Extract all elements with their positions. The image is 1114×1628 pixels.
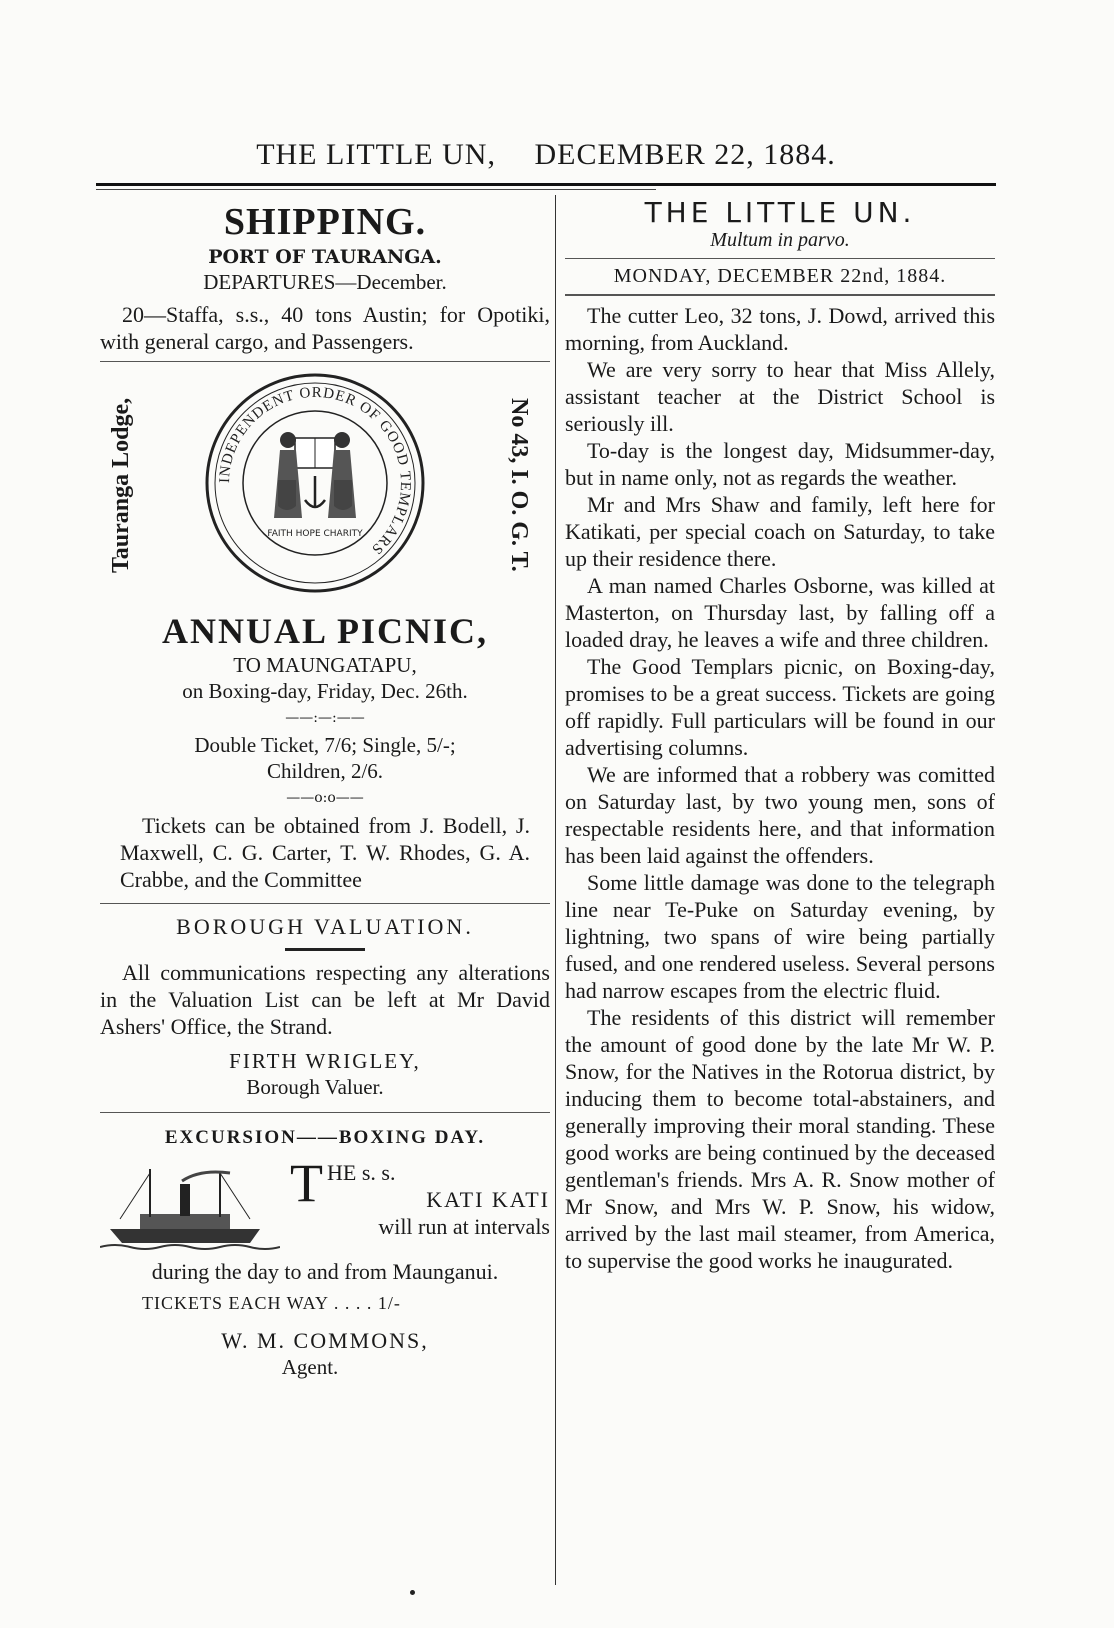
seal-motto: FAITH HOPE CHARITY	[267, 529, 363, 539]
news-item: The residents of this district will remember the amount of good done by the late Mr W. P. Snow, for the Natives in the Rotorua district, by inducing them to become total-abstainers, and generally improving their moral standing. These good works are being continued by the deceased gentleman's friends. Mrs A. R. Snow mother of Mr Snow, and Mrs W. P. Snow, his widow, arrived by the last mail steamer, from America, to supervise the good works he inaugurated.	[565, 1005, 995, 1273]
shipping-heading: SHIPPING.	[223, 201, 427, 243]
ticket-prices: Double Ticket, 7/6; Single, 5/-;	[194, 733, 456, 757]
valuation-title: BOROUGH VALUATION.	[176, 914, 474, 939]
masthead-title: THE LITTLE UN,	[256, 138, 496, 171]
steamer-line3: will run at intervals	[378, 1214, 550, 1239]
excursion-tickets: TICKETS EACH WAY . . . . 1/-	[142, 1293, 401, 1313]
valuation-signer: FIRTH WRIGLEY,	[229, 1049, 421, 1073]
news-item: To-day is the longest day, Midsummer-day, but in name only, not as regards the weather.	[565, 438, 995, 490]
divider	[565, 258, 995, 259]
valuation-body: All communications respecting any alterations in the Valuation List can be left at Mr David Ashers' Office, the Strand.	[100, 960, 550, 1039]
drop-cap: T	[290, 1153, 323, 1213]
steamer-line1: HE s. s.	[327, 1160, 396, 1185]
divider	[565, 294, 995, 296]
right-column	[565, 196, 995, 1274]
port-name: PORT OF TAURANGA.	[208, 246, 442, 268]
news-item: Mr and Mrs Shaw and family, left here for Katikati, per special coach on Saturday, to take up their residence there.	[565, 492, 995, 571]
ornament: ——o:o——	[286, 790, 364, 806]
divider	[100, 903, 550, 904]
good-templars-seal-icon	[200, 368, 430, 598]
news-item: A man named Charles Osborne, was killed at Masterton, on Thursday last, by falling off a loaded dray, he leaves a wife and three children.	[565, 573, 995, 652]
shipping-entry: 20—Staffa, s.s., 40 tons Austin; for Opotiki, with general cargo, and Passengers.	[100, 302, 550, 354]
picnic-title: ANNUAL PICNIC,	[161, 611, 489, 651]
ticket-sellers: Tickets can be obtained from J. Bodell, J. Maxwell, C. G. Carter, T. W. Rhodes, G. A. Crabbe, and the Committee	[120, 813, 530, 892]
divider	[100, 361, 550, 362]
agent-name: W. M. COMMONS,	[221, 1328, 429, 1353]
masthead-date: DECEMBER 22, 1884.	[534, 138, 836, 171]
steamer-name: KATI KATI	[426, 1187, 550, 1212]
left-column	[100, 196, 550, 1380]
news-item: We are informed that a robbery was comitted on Saturday last, by two young men, sons of respectable residents here, and that information has been laid against the offenders.	[565, 762, 995, 868]
valuation-role: Borough Valuer.	[246, 1075, 384, 1099]
ornament: ——:—:——	[285, 710, 365, 726]
masthead	[96, 138, 996, 172]
divider	[100, 1112, 550, 1113]
picnic-date: on Boxing-day, Friday, Dec. 26th.	[182, 679, 468, 703]
issue-date: MONDAY, DECEMBER 22nd, 1884.	[613, 265, 947, 287]
short-rule	[285, 948, 365, 951]
departures-label: DEPARTURES—December.	[203, 270, 447, 294]
steamer-route: during the day to and from Maunganui.	[151, 1259, 499, 1284]
agent-role: Agent.	[281, 1355, 339, 1379]
lodge-emblem	[100, 368, 550, 608]
news-item: Some little damage was done to the telegraph line near Te-Puke on Saturday evening, by lightning, two spans of wire being partially fused, and one rendered useless. Several persons had narrow escapes from the electric fluid.	[565, 870, 995, 1003]
masthead-rule-thin	[96, 189, 656, 190]
news-item: The Good Templars picnic, on Boxing-day, promises to be a great success. Tickets are going off rapidly. Full particulars will be found in our advertising columns.	[565, 654, 995, 760]
paper-title: THE LITTLE UN.	[644, 196, 916, 229]
news-item: The cutter Leo, 32 tons, J. Dowd, arrived this morning, from Auckland.	[565, 303, 995, 355]
steamer-details	[290, 1153, 550, 1240]
seal-ring-text: INDEPENDENT ORDER OF GOOD TEMPLARS	[216, 384, 414, 558]
lodge-name: Tauranga Lodge,	[108, 397, 134, 573]
picnic-destination: TO MAUNGATAPU,	[233, 653, 417, 677]
lodge-number: No 43, I. O. G. T.	[506, 398, 532, 572]
steamship-icon	[100, 1159, 280, 1259]
news-item: We are very sorry to hear that Miss Allely, assistant teacher at the District School is seriously ill.	[565, 357, 995, 436]
excursion-title: EXCURSION——BOXING DAY.	[164, 1127, 486, 1148]
column-divider	[555, 195, 556, 1585]
ticket-prices-children: Children, 2/6.	[266, 759, 384, 783]
paper-motto: Multum in parvo.	[710, 229, 850, 251]
ink-dot	[410, 1590, 415, 1595]
masthead-rule	[96, 183, 996, 186]
steamer-advert	[100, 1153, 550, 1259]
